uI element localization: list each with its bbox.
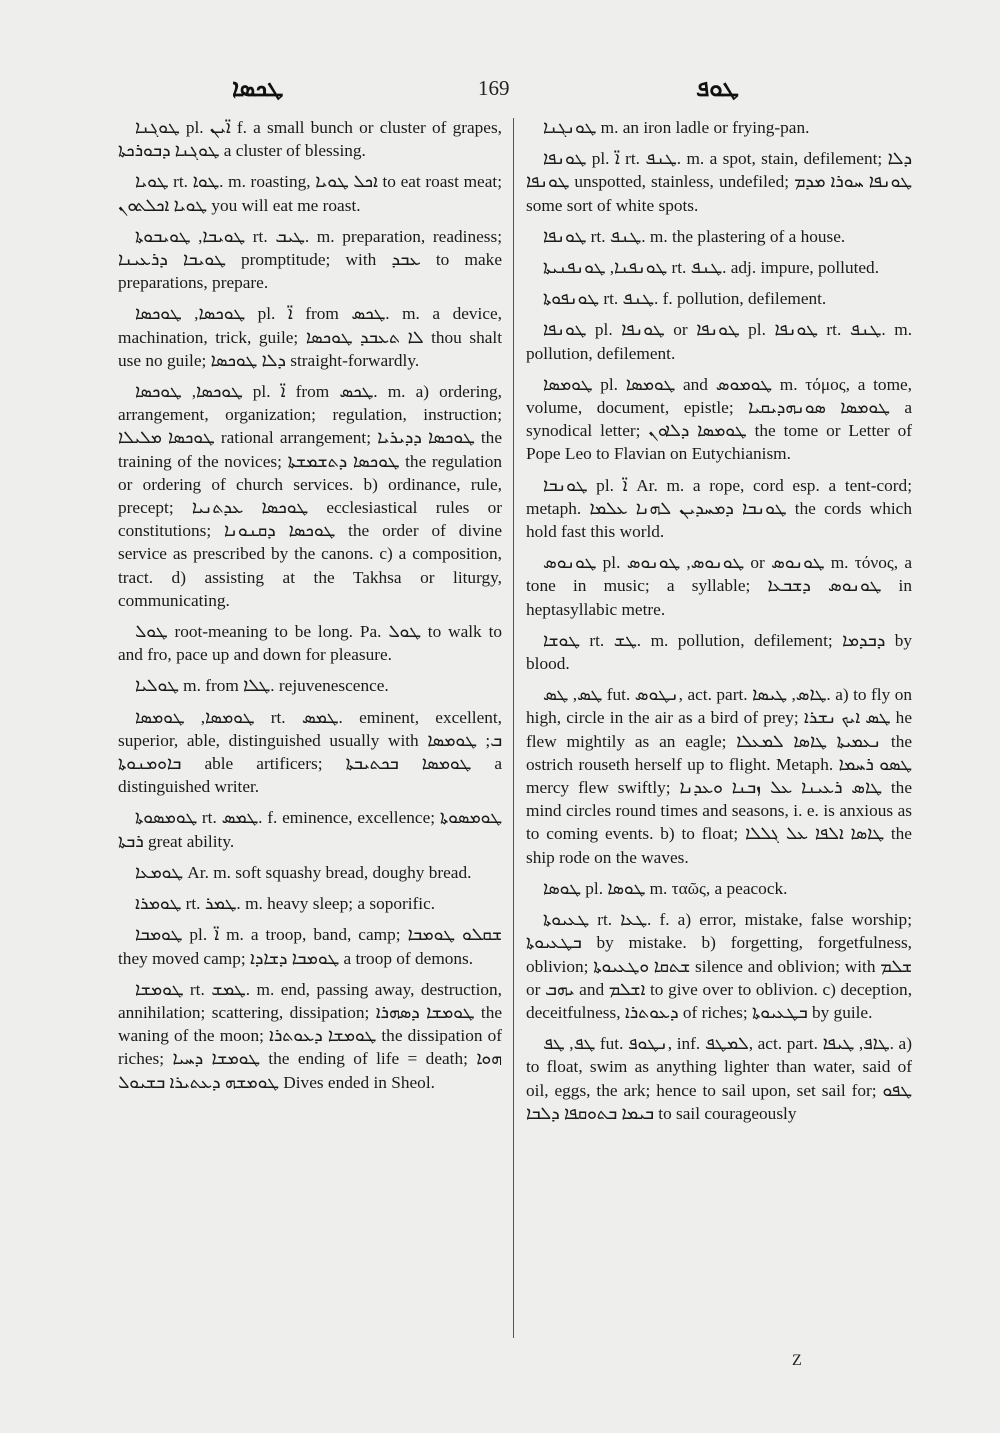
column-divider [513,118,514,1338]
dictionary-entry: ܛܘܝܐ rt. ܛܘܐ. m. roasting, ܐܟܠ ܛܘܝܐ to eat roast meat; ܛܘܝܐ ܐܟܠܬܘܢ you will eat me roast. [118,172,503,215]
dictionary-entry: ܛܘܡܫܐ rt. ܛܡܫ. m. end, passing away, destruction, annihilation; scattering, dissipation; ܛܘܡܫܐ ܕܣܗܪܐ the waning of the moon; ܛܘܡܫܐ ܕܥܘܬܪܐ the dissipation of riches; ܛܘܡܫܐ ܕܚܝܐ the ending of life = death; ܗܘܐ ܛܘܡܫܗ ܕܥܬܝܪܐ ܒܫܝܘܠ Dives ended in Sheol. [118,979,503,1092]
page-header [0,68,1000,108]
dictionary-entry: ܛܘܟܣܐ, ܛܘܟܣܐ pl. ܐ̈ from ܛܟܣ. m. a device, machination, trick, guile; ܠܐ ܬܥܒܕ ܛܘܟܣܐ thou shalt use no guile; ܕܠܐ ܛܘܟܣܐ straight-forwardly. [118,304,503,370]
page-number: 169 [478,76,510,100]
dictionary-entry: ܛܦ, ܛܦ fut. ܢܛܘܦ, inf. ܠܡܛܦ, act. part. ܛܐܦ, ܛܝܦܐ. a) to float, swim as anything lighter than water, said of oil, eggs, the ark; hence to sail upon, set sail for; ܛܦܘ ܒܝܡܐ ܒܬܘܩܦܐ ܕܠܒܐ to sail courageously [526,1034,912,1123]
left-running-headword: ܛܟܣܐ [232,74,284,102]
dictionary-entry: ܛܘܢܦܐ pl. ܛܘܢܦܐ or ܛܘܢܦܐ pl. ܛܘܢܦܐ rt. ܛܢܦ. m. pollution, defilement. [526,320,913,363]
right-running-headword: ܛܘܦ [696,74,739,102]
dictionary-entry: ܛܘܡܥܐ Ar. m. soft squashy bread, doughy bread. [135,862,472,882]
dictionary-entry: ܛܘܢܘܣ pl. ܛܘܢܘܣ, ܛܘܢܘܣ or ܛܘܢܘܣ m. τόνος, a tone in music; a syllable; ܛܘܢܘܣ ܕܫܒܥܐ in heptasyllabic metre. [526,553,912,619]
dictionary-entry: ܛܘܡܒܐ pl. ܐ̈ m. a troop, band, camp; ܫܩܠܘ ܛܘܡܒܐ they moved camp; ܛܘܡܒܐ ܕܫܐܕܐ a troop of demons. [118,925,503,968]
dictionary-entry: ܛܘܢܦܘܬܐ rt. ܛܢܦ. f. pollution, defilement. [543,289,827,309]
dictionary-entry: ܛܘܢܦܢܐ, ܛܘܢܦܢܝܬܐ rt. ܛܢܦ. adj. impure, polluted. [543,258,880,278]
signature-mark: Z [792,1352,802,1369]
right-column [526,116,912,1133]
dictionary-entry: ܛܘܓܢܐ pl. ܐ̈ܝܢ f. a small bunch or cluster of grapes, ܛܘܓܢܐ ܕܒܘܪܟܬܐ a cluster of blessing. [118,118,502,161]
dictionary-entry: ܛܘܡܣܐ pl. ܛܘܡܣܐ and ܛܘܡܘܣ m. τόμος, a tome, volume, document, epistle; ܛܘܡܣܐ ܣܘܢܗܕܝܩܝܐ a synodical letter; ܛܘܡܣܐ ܕܠܐܘܢ the tome or Letter of Pope Leo to Flavian on Eutychianism. [526,374,913,464]
dictionary-entry: ܛܣ, ܛܣ fut. ܢܛܘܣ, act. part. ܛܐܣ, ܛܝܣܐ. a) to fly on high, circle in the air as a bird of prey; ܛܣ ܐܝܟ ܢܫܪܐ he flew mightily as an eagle; ܢܥܡܝܬܐ ܛܐܣܐ ܠܡܥܠܐ the ostrich rouseth herself up to flight. Metaph. ܛܣܘ ܪܚܡܐ mercy flew swiftly; ܛܐܣ ܪܥܝܢܐ ܥܠ ܙܒܢܐ ܘܥܕܢܐ the mind circles round times and seasons, i. e. is anxious as to coming events. b) to float; ܛܐܣܐ ܐܠܦܐ ܥܠ ܓܠܠܐ the ship rode on the waves. [526,685,913,867]
dictionary-entry: ܛܘܢܓܢܐ m. an iron ladle or frying-pan. [543,118,810,137]
dictionary-entry: ܛܘܡܪܐ rt. ܛܡܪ. m. heavy sleep; a soporific. [135,894,436,914]
dictionary-entry: ܛܘܡܣܘܬܐ rt. ܛܡܣ. f. eminence, excellence; ܛܘܡܣܘܬܐ ܪܒܬܐ great ability. [118,808,502,851]
dictionary-entry: ܛܘܢܒܐ pl. ܐ̈ Ar. m. a rope, cord esp. a tent-cord; metaph. ܛܘܢܒܐ ܕܡܚܕܝܢ ܠܗܢܐ ܥܠܡܐ the cords which hold fast this world. [526,475,912,542]
dictionary-entry: ܛܘܢܦܐ rt. ܛܢܦ. m. the plastering of a house. [543,226,846,246]
dictionary-entry: ܛܥܝܘܬܐ rt. ܛܥܐ. f. a) error, mistake, false worship; ܒܛܥܝܘܬܐ by mistake. b) forgetting, forgetfulness, oblivion; ܫܬܩܐ ܘܛܥܝܘܬܐ silence and oblivion; with ܫܠܡ or ܝܗܒ and ܐܫܠܡ to give over to oblivion. c) deception, deceitfulness, ܕܥܘܬܪܐ of riches; ܒܛܥܝܘܬܐ by guile. [526,910,913,1022]
dictionary-entry: ܛܘܢܦܐ pl. ܐ̈ rt. ܛܢܦ. m. a spot, stain, defilement; ܕܠܐ ܛܘܢܦܐ unspotted, stainless, undefiled; ܛܘܢܦܐ ܚܘܪܐ ܡܕܡ some sort of white spots. [526,149,913,215]
dictionary-entry: ܛܘܟܣܐ, ܛܘܟܣܐ pl. ܐ̈ from ܛܟܣ. m. a) ordering, arrangement, organization; regulation, instruction; ܛܘܟܣܐ ܡܠܝܠܐ rational arrangement; ܛܘܟܣܐ ܕܕܝܪܝܐ the training of the novices; ܛܘܟܣܐ ܕܬܫܡܫܬܐ the regulation or ordering of church services. b) ordinance, rule, precept; ܛܘܟܣܐ ܥܕܬܢܝܐ ecclesiastical rules or constitutions; ܛܘܟܣܐ ܕܩܢܘܢܐ the order of divine service as prescribed by the canons. c) a composition, tract. d) assisting at the Takhsa or liturgy, communicating. [118,382,502,610]
dictionary-entry: ܛܘܣܐ pl. ܛܘܣܐ m. ταῶς, a peacock. [543,878,788,898]
dictionary-entry: ܛܘܫܐ rt. ܛܫ. m. pollution, defilement; ܕܒܕܡܐ by blood. [526,630,912,674]
dictionary-entry: ܛܘܝܒܐ, ܛܘܝܒܘܬܐ rt. ܛܝܒ. m. preparation, readiness; ܛܘܝܒܐ ܕܪܥܝܢܐ promptitude; with ܥܒܕ to make preparations, prepare. [118,226,503,293]
dictionary-entry: ܛܘܠܝܐ m. from ܛܠܐ. rejuvenescence. [135,676,389,696]
dictionary-entry: ܛܘܠ root-meaning to be long. Pa. ܛܘܠ to walk to and fro, pace up and down for pleasure. [118,622,503,665]
dictionary-entry: ܛܘܡܣܐ, ܛܘܡܣܐ rt. ܛܡܣ. eminent, excellent, superior, able, distinguished usually with ܒ; ܛܘܡܣܐ ܒܐܘܡܢܘܬܐ able artificers; ܛܘܡܣܐ ܒܟܬܝܒܬܐ a distinguished writer. [118,707,502,797]
left-column [118,116,502,1102]
